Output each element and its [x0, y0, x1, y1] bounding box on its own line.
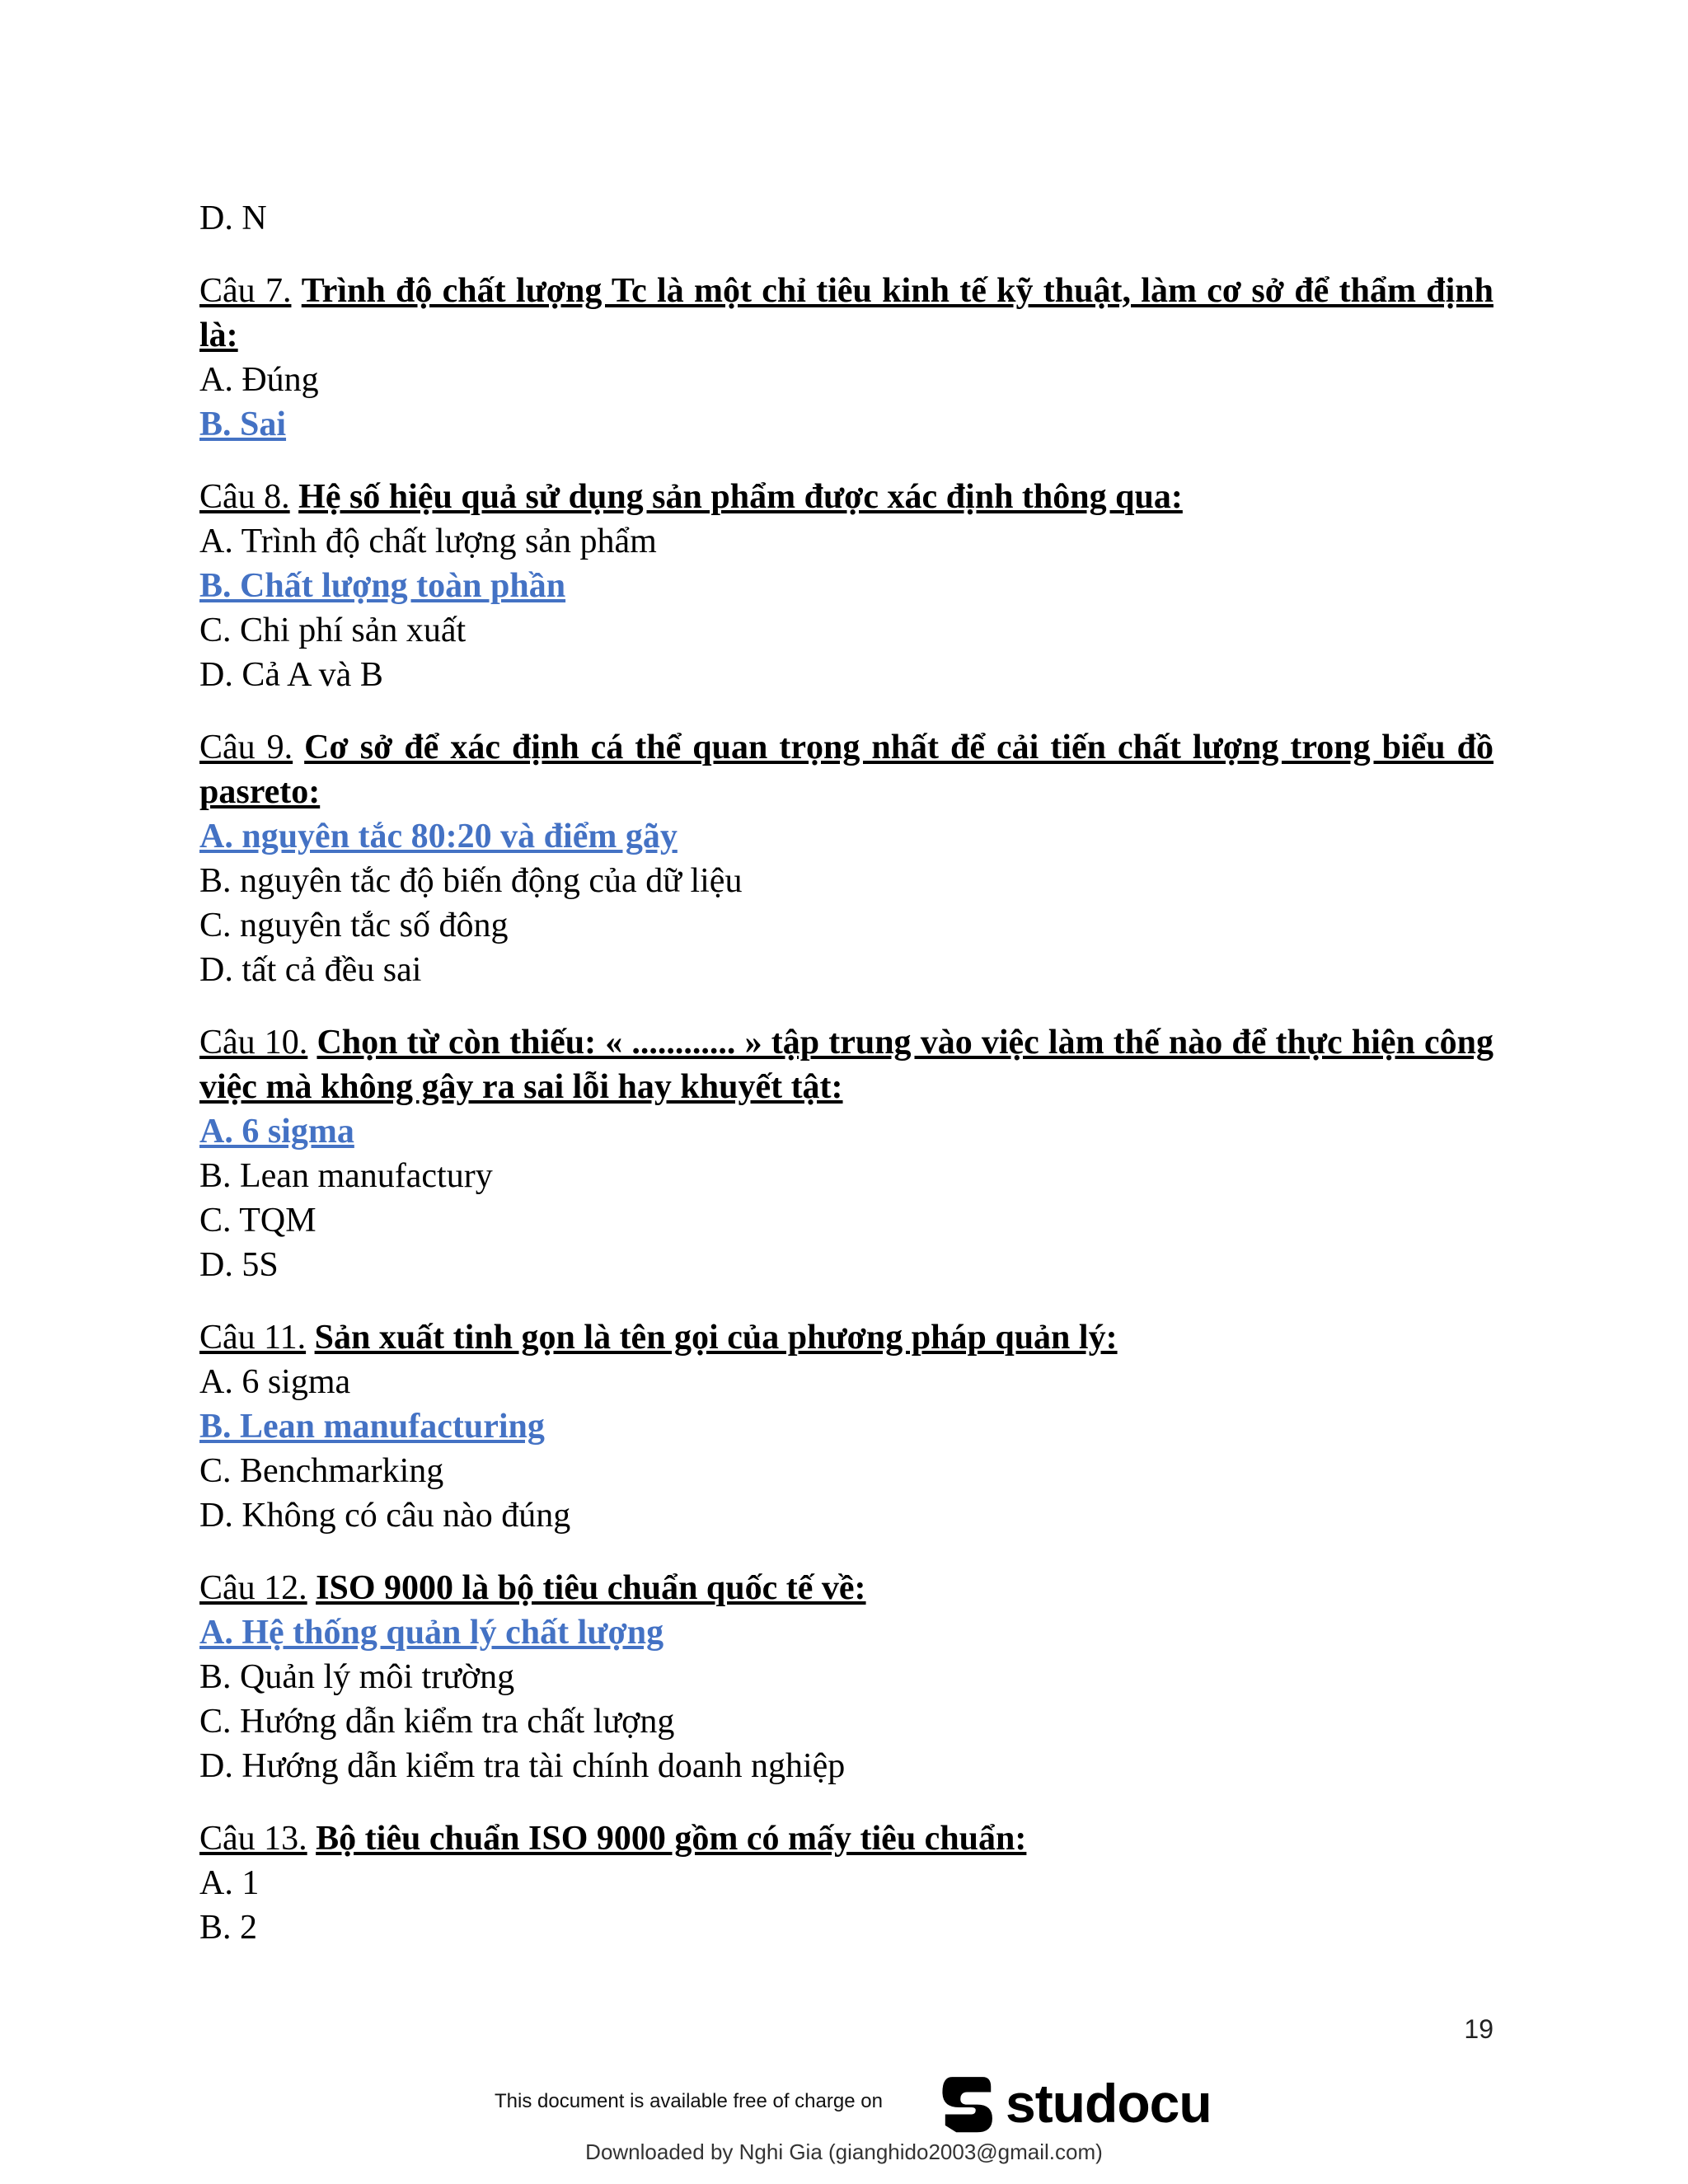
answer-option: A. Trình độ chất lượng sản phẩm: [199, 523, 657, 560]
question-prompt: Chọn từ còn thiếu: « ............ » tập trung vào việc làm thế nào để thực hiện công việc mà không gây ra sai lỗi hay khuyết tật:: [199, 1024, 1494, 1106]
answer-option: B. 2: [199, 1909, 258, 1947]
answer-option: D. Hướng dẫn kiểm tra tài chính doanh nghiệp: [199, 1747, 846, 1785]
question-number: Câu 10.: [199, 1024, 308, 1062]
question-text: [199, 475, 1493, 519]
answer-option: D. tất cả đều sai: [199, 951, 422, 989]
correct-answer-option: A. nguyên tắc 80:20 và điểm gãy: [199, 818, 678, 855]
question-number: Câu 11.: [199, 1319, 307, 1357]
question-prompt: Hệ số hiệu quả sử dụng sản phẩm được xác định thông qua:: [298, 478, 1183, 516]
option-line: D. N: [199, 199, 267, 237]
question-number: Câu 13.: [199, 1820, 307, 1858]
answer-option: C. Hướng dẫn kiểm tra chất lượng: [199, 1703, 675, 1741]
answer-option: A. 1: [199, 1864, 260, 1902]
question-block: [199, 1566, 1493, 1788]
correct-answer-option: A. 6 sigma: [199, 1113, 354, 1151]
answer-option: C. Benchmarking: [199, 1452, 444, 1490]
footer-availability-text: This document is available free of charge on: [495, 2090, 883, 2112]
footer-downloaded-text: Downloaded by Nghi Gia (gianghido2003@gmail.com): [585, 2139, 1103, 2164]
studocu-logo-icon: [931, 2069, 1001, 2138]
question-block: [199, 475, 1493, 697]
question-number: Câu 7.: [199, 272, 292, 310]
question-block: [199, 269, 1493, 447]
page-number: 19: [1464, 2014, 1493, 2044]
question-text: [199, 725, 1493, 814]
document-body: [199, 196, 1493, 1950]
answer-option: B. Lean manufactury: [199, 1157, 493, 1195]
answer-option: A. 6 sigma: [199, 1363, 351, 1401]
question-number: Câu 8.: [199, 478, 290, 516]
question-number: Câu 9.: [199, 729, 293, 766]
answer-option: D. Không có câu nào đúng: [199, 1497, 571, 1535]
correct-answer-option: B. Chất lượng toàn phần: [199, 567, 566, 605]
question-block: [199, 1816, 1493, 1950]
question-prompt: Bộ tiêu chuẩn ISO 9000 gồm có mấy tiêu chuẩn:: [316, 1820, 1027, 1858]
answer-option: C. TQM: [199, 1202, 316, 1240]
question-text: [199, 1566, 1493, 1610]
question-block: [199, 1020, 1493, 1287]
correct-answer-option: B. Sai: [199, 405, 287, 443]
question-prompt: Trình độ chất lượng Tc là một chỉ tiêu kinh tế kỹ thuật, làm cơ sở để thẩm định là:: [199, 272, 1493, 354]
answer-option: C. Chi phí sản xuất: [199, 612, 467, 649]
answer-option: B. Quản lý môi trường: [199, 1658, 515, 1696]
question-prompt: ISO 9000 là bộ tiêu chuẩn quốc tế về:: [316, 1569, 866, 1607]
studocu-logo-text: studocu: [1006, 2073, 1212, 2134]
answer-option: C. nguyên tắc số đông: [199, 907, 509, 944]
question-list: [199, 269, 1493, 1950]
answer-option: A. Đúng: [199, 361, 319, 399]
correct-answer-option: B. Lean manufacturing: [199, 1408, 545, 1446]
question-prompt: Cơ sở để xác định cá thể quan trọng nhất để cải tiến chất lượng trong biểu đồ pasreto:: [199, 729, 1494, 811]
question-text: [199, 269, 1493, 358]
question-text: [199, 1816, 1493, 1861]
question-number: Câu 12.: [199, 1569, 307, 1607]
correct-answer-option: A. Hệ thống quản lý chất lượng: [199, 1614, 664, 1652]
question-text: [199, 1020, 1493, 1109]
answer-option: D. Cả A và B: [199, 656, 383, 694]
answer-option: D. 5S: [199, 1246, 279, 1284]
answer-option: B. nguyên tắc độ biến động của dữ liệu: [199, 862, 743, 900]
question-block: [199, 1315, 1493, 1538]
question-text: [199, 1315, 1493, 1360]
studocu-logo[interactable]: [931, 2070, 1212, 2136]
question-block: [199, 725, 1493, 992]
question-prompt: Sản xuất tinh gọn là tên gọi của phương pháp quản lý:: [314, 1319, 1118, 1357]
